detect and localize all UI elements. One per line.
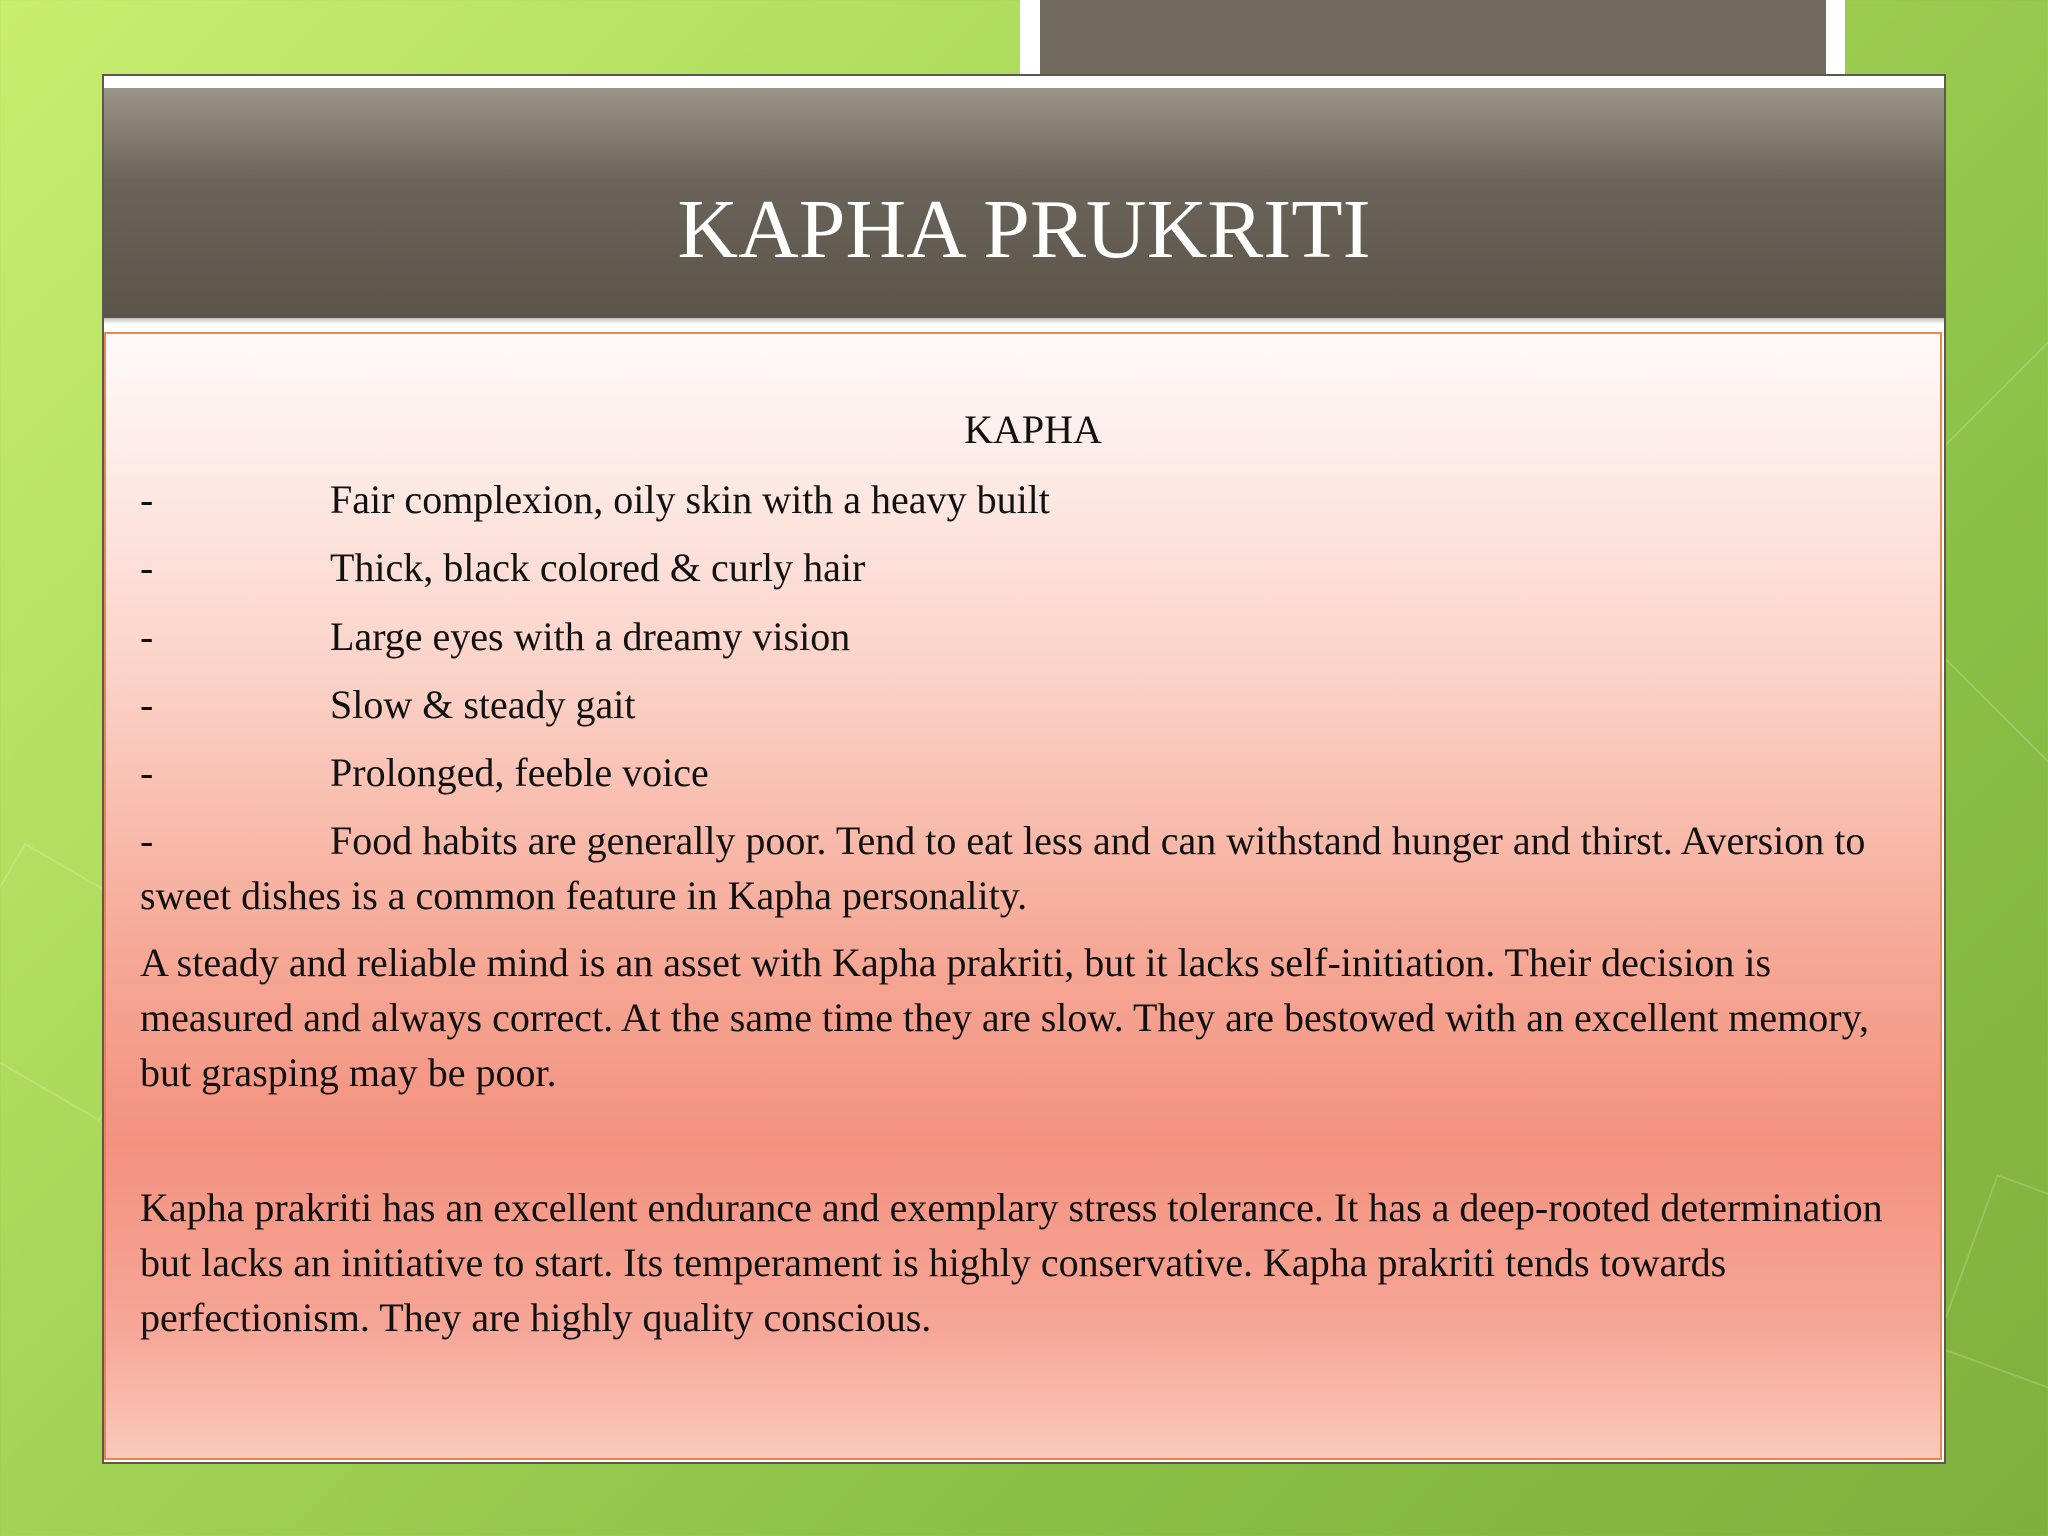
bullet-marker: - [140,818,154,863]
list-item: Large eyes with a dreamy vision [330,614,851,659]
list-item: Slow & steady gait [330,682,636,727]
bullet-marker: - [140,750,154,795]
bullet-marker: - [140,614,154,659]
list-item: Thick, black colored & curly hair [330,545,866,590]
bullet-marker: - [140,545,154,590]
list-item: Prolonged, feeble voice [330,750,709,795]
paragraph-mind: A steady and reliable mind is an asset with Kapha prakriti, but it lacks self-initiation. Their decision is measured and always correct. At the same time they are slow. They are bestowed with an excellent memory, but grasping may be poor. [140,940,1870,1095]
bullet-marker: - [140,477,154,522]
list-item-food-habits: Food habits are generally poor. Tend to eat less and can withstand hunger and thirst. Aversion to sweet dishes is a common feature in Kapha personality. [140,818,1866,918]
bullet-marker: - [140,682,154,727]
background-decoration [1934,1174,2048,1410]
list-item: Fair complexion, oily skin with a heavy built [330,477,1050,522]
section-heading: KAPHA [964,407,1102,452]
slide-title: KAPHA PRUKRITI [677,183,1371,276]
title-bar-shadow [104,318,1944,324]
paragraph-endurance: Kapha prakriti has an excellent endurance and exemplary stress tolerance. It has a deep-rooted determination but lacks an initiative to start. Its temperament is highly conservative. Kapha prakriti tends towards perfectionism. They are highly quality conscious. [140,1185,1883,1340]
